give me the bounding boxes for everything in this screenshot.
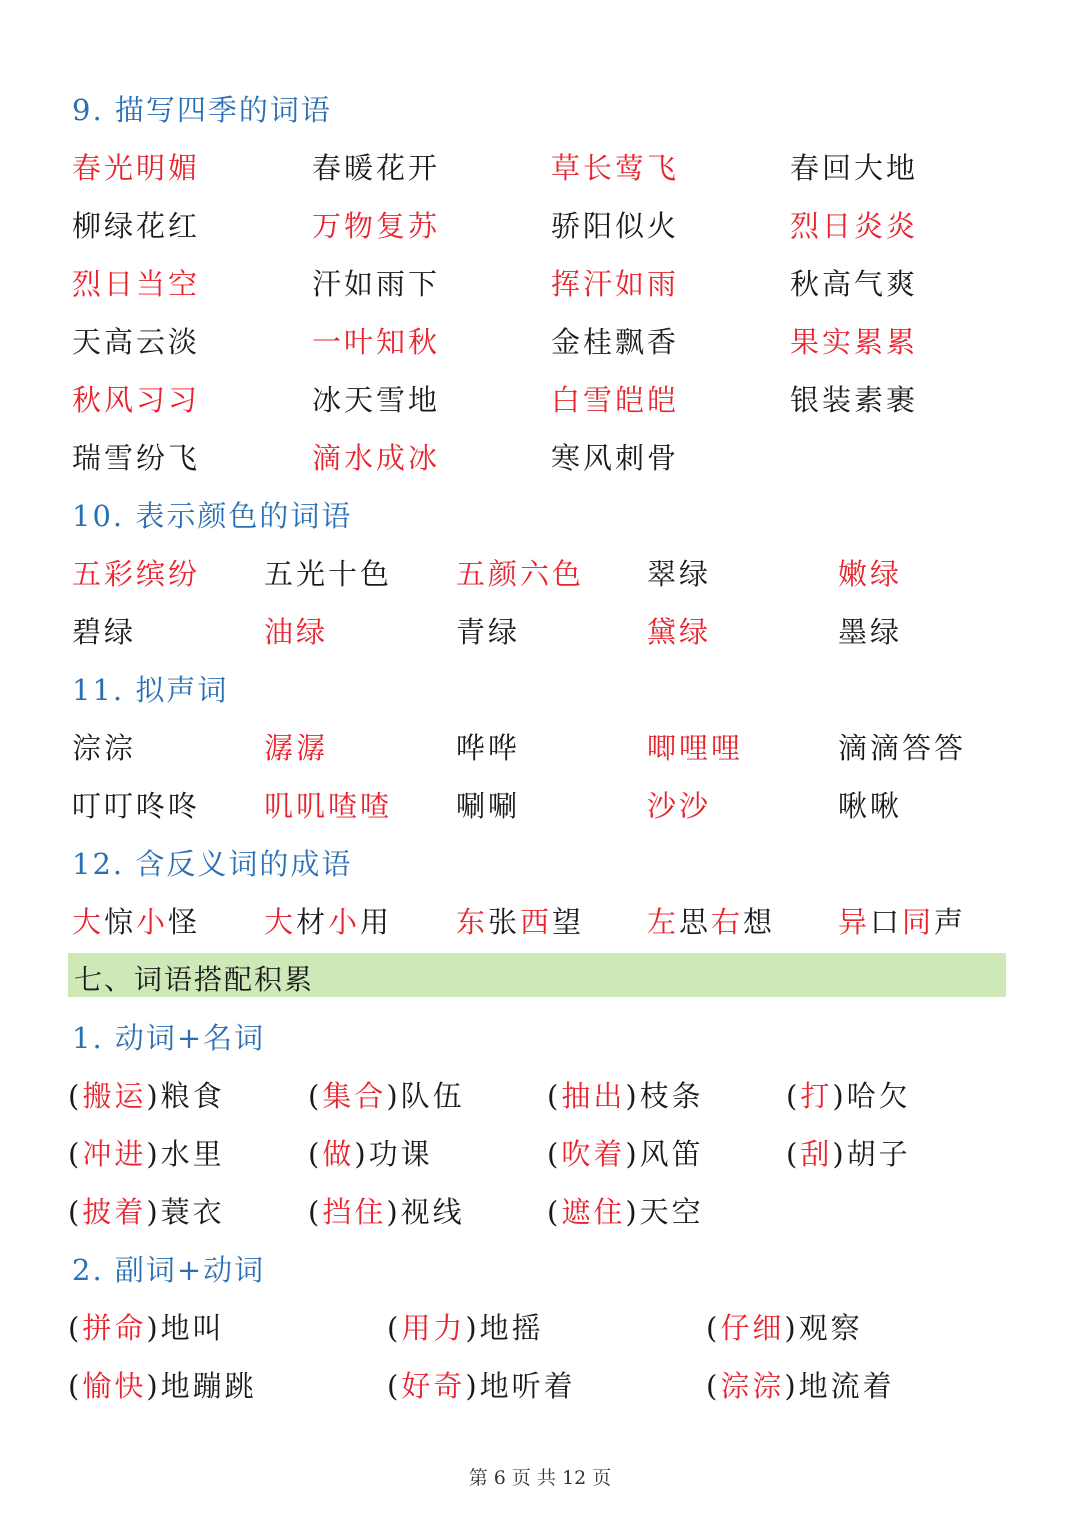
word-item: 秋高气爽 <box>790 267 919 301</box>
collocation-word: 地听着 <box>479 1369 576 1403</box>
section-11-heading: 11. 拟声词 <box>72 673 229 707</box>
collocation-item: (遮住)天空 <box>547 1195 704 1229</box>
collocation-item: (仔细)观察 <box>706 1311 863 1345</box>
collocation-word: 蓑衣 <box>160 1195 225 1229</box>
idiom-char: 思 <box>679 905 712 939</box>
idiom-char: 望 <box>552 905 585 939</box>
idiom-char: 左 <box>647 905 680 939</box>
collocation-key: 拼命 <box>82 1311 147 1345</box>
idiom-char: 想 <box>743 905 776 939</box>
word-item: 春光明媚 <box>72 151 201 185</box>
collocation-item: (愉快)地蹦跳 <box>68 1369 257 1403</box>
collocation-word: 地蹦跳 <box>160 1369 257 1403</box>
idiom-item <box>456 900 584 941</box>
collocation-key: 愉快 <box>82 1369 147 1403</box>
word-item: 五光十色 <box>264 557 393 591</box>
section-12-heading: 12. 含反义词的成语 <box>72 847 353 881</box>
collocation-word: 地摇 <box>479 1311 544 1345</box>
word-item: 滴滴答答 <box>838 731 967 765</box>
idiom-char: 口 <box>870 905 903 939</box>
word-item: 草长莺飞 <box>551 151 680 185</box>
idiom-char: 东 <box>456 905 489 939</box>
word-item: 天高云淡 <box>72 325 201 359</box>
collocation-word: 观察 <box>798 1311 863 1345</box>
idiom-char: 小 <box>328 905 361 939</box>
collocation-key: 用力 <box>401 1311 466 1345</box>
idiom-item <box>838 900 966 941</box>
collocation-item: (集合)队伍 <box>308 1079 465 1113</box>
word-item: 白雪皑皑 <box>551 383 680 417</box>
page-footer: 第 6 页 共 12 页 <box>468 1467 612 1489</box>
collocation-item: (披着)蓑衣 <box>68 1195 225 1229</box>
word-item: 滴水成冰 <box>312 441 441 475</box>
collocation-key: 淙淙 <box>720 1369 785 1403</box>
idiom-item <box>647 900 775 941</box>
word-item: 沙沙 <box>647 789 712 823</box>
collocation-item: (好奇)地听着 <box>387 1369 576 1403</box>
word-item: 唧哩哩 <box>647 731 744 765</box>
word-item: 哗哗 <box>456 731 521 765</box>
chapter-7-banner <box>68 953 1006 997</box>
collocation-item: (淙淙)地流着 <box>706 1369 895 1403</box>
collocation-word: 天空 <box>639 1195 704 1229</box>
idiom-char: 声 <box>934 905 967 939</box>
idiom-char: 材 <box>296 905 329 939</box>
collocation-word: 哈欠 <box>846 1079 911 1113</box>
collocation-key: 吹着 <box>561 1137 626 1171</box>
idiom-item <box>264 900 392 941</box>
idiom-char: 大 <box>72 905 105 939</box>
word-item: 寒风刺骨 <box>551 441 680 475</box>
collocation-word: 队伍 <box>400 1079 465 1113</box>
word-item: 冰天雪地 <box>312 383 441 417</box>
idiom-char: 异 <box>838 905 871 939</box>
collocation-word: 粮食 <box>160 1079 225 1113</box>
word-item: 五彩缤纷 <box>72 557 201 591</box>
word-item: 秋风习习 <box>72 383 201 417</box>
idiom-char: 西 <box>520 905 553 939</box>
collocation-item: (拼命)地叫 <box>68 1311 225 1345</box>
collocation-word: 功课 <box>368 1137 433 1171</box>
word-item: 五颜六色 <box>456 557 585 591</box>
idiom-char: 惊 <box>104 905 137 939</box>
collocation-key: 冲进 <box>82 1137 147 1171</box>
collocation-word: 胡子 <box>846 1137 911 1171</box>
idiom-char: 小 <box>136 905 169 939</box>
collocation-key: 打 <box>800 1079 833 1113</box>
idiom-char: 右 <box>711 905 744 939</box>
collocation-key: 遮住 <box>561 1195 626 1229</box>
word-item: 碧绿 <box>72 615 137 649</box>
idiom-char: 怪 <box>168 905 201 939</box>
word-item: 烈日当空 <box>72 267 201 301</box>
idiom-item <box>72 900 200 941</box>
collocation-word: 视线 <box>400 1195 465 1229</box>
word-item: 万物复苏 <box>312 209 441 243</box>
collocation-key: 抽出 <box>561 1079 626 1113</box>
collocation-item: (冲进)水里 <box>68 1137 225 1171</box>
collocation-item: (抽出)枝条 <box>547 1079 704 1113</box>
word-item: 墨绿 <box>838 615 903 649</box>
collocation-key: 好奇 <box>401 1369 466 1403</box>
collocation-key: 挡住 <box>322 1195 387 1229</box>
word-item: 啾啾 <box>838 789 903 823</box>
word-item: 青绿 <box>456 615 521 649</box>
collocation-item: (做)功课 <box>308 1137 433 1171</box>
collocation-item: (搬运)粮食 <box>68 1079 225 1113</box>
collocation-word: 地叫 <box>160 1311 225 1345</box>
collocation-2-heading: 2. 副词+动词 <box>72 1253 266 1287</box>
word-item: 瑞雪纷飞 <box>72 441 201 475</box>
word-item: 骄阳似火 <box>551 209 680 243</box>
collocation-word: 水里 <box>160 1137 225 1171</box>
idiom-char: 同 <box>902 905 935 939</box>
word-item: 汗如雨下 <box>312 267 441 301</box>
word-item: 果实累累 <box>790 325 919 359</box>
word-item: 柳绿花红 <box>72 209 201 243</box>
collocation-key: 做 <box>322 1137 355 1171</box>
collocation-word: 风笛 <box>639 1137 704 1171</box>
chapter-7-title: 七、词语搭配积累 <box>74 963 315 996</box>
word-item: 春暖花开 <box>312 151 441 185</box>
idiom-char: 大 <box>264 905 297 939</box>
word-item: 烈日炎炎 <box>790 209 919 243</box>
word-item: 黛绿 <box>647 615 712 649</box>
section-10-heading: 10. 表示颜色的词语 <box>72 499 353 533</box>
word-item: 嫩绿 <box>838 557 903 591</box>
section-9-heading: 9. 描写四季的词语 <box>72 93 332 127</box>
collocation-item: (用力)地摇 <box>387 1311 544 1345</box>
word-item: 叽叽喳喳 <box>264 789 393 823</box>
word-item: 金桂飘香 <box>551 325 680 359</box>
word-item: 潺潺 <box>264 731 329 765</box>
collocation-word: 地流着 <box>798 1369 895 1403</box>
word-item: 挥汗如雨 <box>551 267 680 301</box>
collocation-item: (打)哈欠 <box>786 1079 911 1113</box>
word-item: 一叶知秋 <box>312 325 441 359</box>
word-item: 叮叮咚咚 <box>72 789 201 823</box>
word-item: 银装素裹 <box>790 383 919 417</box>
collocation-1-heading: 1. 动词+名词 <box>72 1021 266 1055</box>
collocation-key: 仔细 <box>720 1311 785 1345</box>
word-item: 淙淙 <box>72 731 137 765</box>
collocation-item: (刮)胡子 <box>786 1137 911 1171</box>
idiom-char: 张 <box>488 905 521 939</box>
collocation-word: 枝条 <box>639 1079 704 1113</box>
idiom-char: 用 <box>360 905 393 939</box>
collocation-item: (吹着)风笛 <box>547 1137 704 1171</box>
collocation-key: 披着 <box>82 1195 147 1229</box>
collocation-item: (挡住)视线 <box>308 1195 465 1229</box>
collocation-key: 集合 <box>322 1079 387 1113</box>
collocation-key: 搬运 <box>82 1079 147 1113</box>
word-item: 油绿 <box>264 615 329 649</box>
word-item: 春回大地 <box>790 151 919 185</box>
word-item: 翠绿 <box>647 557 712 591</box>
collocation-key: 刮 <box>800 1137 833 1171</box>
word-item: 唰唰 <box>456 789 521 823</box>
